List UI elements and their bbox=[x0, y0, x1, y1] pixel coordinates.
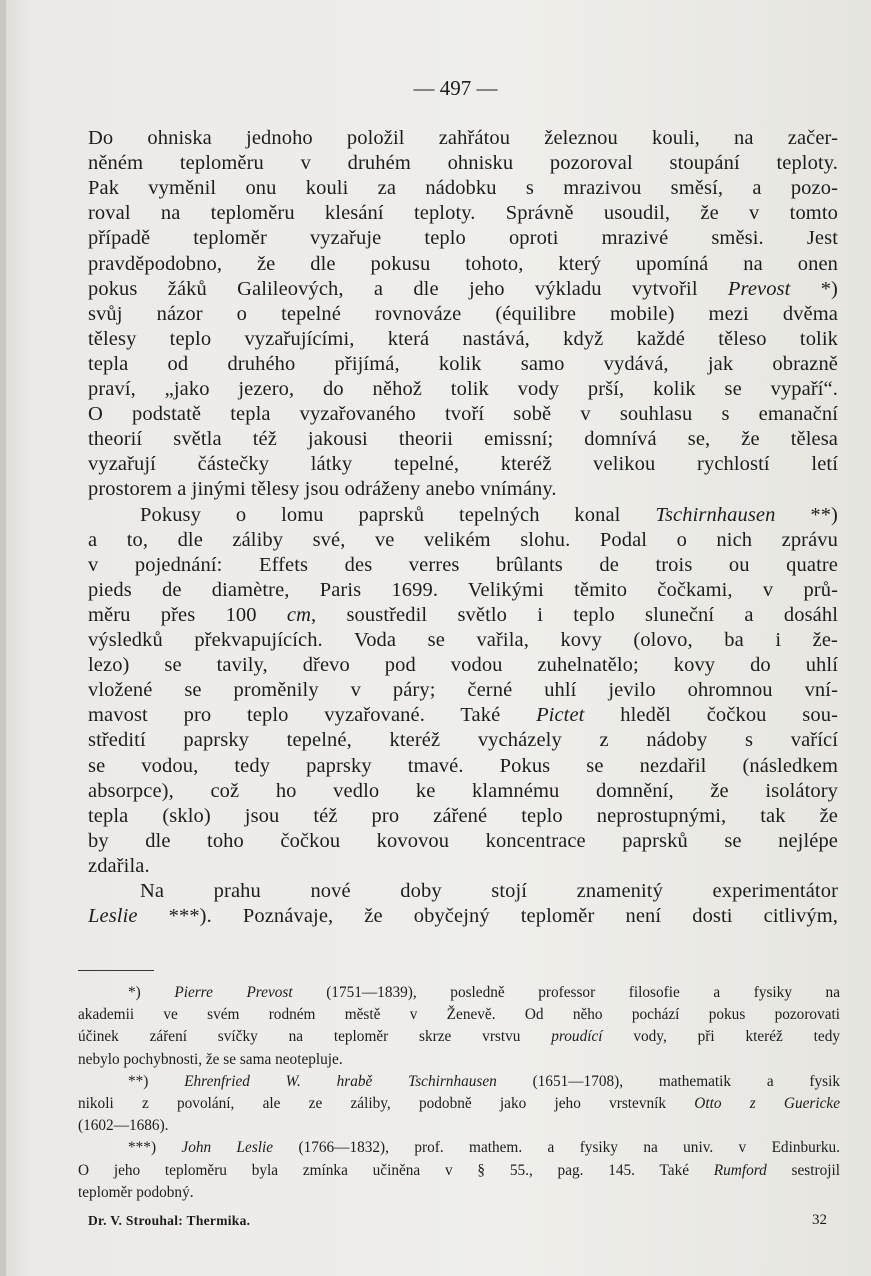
text-line bbox=[88, 176, 838, 201]
footnote-line bbox=[128, 1138, 840, 1158]
italic-text: Prevost bbox=[727, 277, 791, 300]
text-line bbox=[88, 703, 838, 728]
text-run: *) bbox=[128, 984, 175, 1001]
text-run: účinek záření svíčky na teploměr skrze vrstvu bbox=[78, 1028, 552, 1046]
footnote-line bbox=[78, 1116, 840, 1136]
text-run: roval na teploměru klesání teploty. Správně usoudil, že v tomto bbox=[88, 202, 838, 225]
footnote-line bbox=[78, 1005, 840, 1025]
footnote-line bbox=[78, 1050, 840, 1070]
text-line bbox=[88, 201, 838, 226]
text-line bbox=[88, 904, 838, 929]
text-line bbox=[88, 728, 838, 753]
text-run: Na prahu nové doby stojí znamenitý experimentátor bbox=[140, 880, 838, 902]
text-run: by dle toho čočkou kovovou koncentrace paprsků se nejlépe bbox=[88, 829, 838, 852]
text-line bbox=[88, 528, 838, 553]
text-run: středití paprsky tepelné, kteréž vycházely z nádoby s vařící bbox=[88, 729, 838, 752]
text-run: se vodou, tedy paprsky tmavé. Pokus se nezdařil (následkem bbox=[88, 754, 838, 777]
text-line bbox=[88, 151, 838, 176]
text-run: nebylo pochybnosti, že se sama neotepluje. bbox=[78, 1050, 343, 1068]
text-run: nikoli z povolání, ale ze záliby, podobně jako jeho vrstevník bbox=[78, 1095, 695, 1112]
text-run: hleděl čočkou sou- bbox=[584, 704, 838, 727]
footer-signature: 32 bbox=[812, 1212, 827, 1228]
text-run: O jeho teploměru byla zmínka učiněna v § 55., pag. 145. Také bbox=[78, 1161, 714, 1179]
footnote-line bbox=[78, 1161, 840, 1181]
text-run: (1751—1839), posledně professor filosofie a fysiky na bbox=[292, 984, 840, 1001]
text-line bbox=[88, 427, 838, 452]
text-line bbox=[88, 653, 838, 678]
text-line bbox=[88, 553, 838, 578]
text-line bbox=[88, 628, 838, 653]
text-run: *) bbox=[790, 277, 838, 300]
text-run: a to, dle záliby své, ve velikém slohu. Podal o nich zprávu bbox=[88, 528, 838, 551]
text-run: v pojednání: Effets des verres brûlants de trois ou quatre bbox=[88, 553, 838, 576]
text-run: **) bbox=[128, 1072, 185, 1090]
text-run: Pokusy o lomu paprsků tepelných konal bbox=[140, 503, 656, 526]
italic-text: Pierre Prevost bbox=[174, 984, 293, 1001]
text-line bbox=[88, 804, 838, 829]
text-run: pieds de diamètre, Paris 1699. Velikými těmito čočkami, v prů- bbox=[88, 578, 838, 601]
text-run: tepla (sklo) jsou též pro zářené teplo neprostupnými, tak že bbox=[88, 804, 838, 827]
text-line bbox=[88, 352, 838, 377]
text-line bbox=[88, 578, 838, 603]
text-run: akademii ve svém rodném městě v Ženevě. Od něho pochází pokus pozorovati bbox=[78, 1006, 840, 1024]
text-line bbox=[88, 327, 838, 352]
text-run: tepla od druhého přijímá, kolik samo vydává, jak obrazně bbox=[88, 352, 838, 375]
italic-text: Otto z Guericke bbox=[694, 1095, 840, 1112]
text-run: teploměr podobný. bbox=[78, 1183, 194, 1201]
text-run: praví, „jako jezero, do něhož tolik vody prší, kolik se vypaří“. bbox=[88, 378, 838, 400]
text-run: absorpce), což ho vedlo ke klamnému domnění, že isolátory bbox=[88, 779, 838, 802]
text-run: Pak vyměnil onu kouli za nádobku s mrazivou směsí, a pozo- bbox=[88, 177, 838, 200]
text-run: výsledků překvapujících. Voda se vařila, kovy (olovo, ba i že- bbox=[88, 629, 838, 651]
text-run: zdařila. bbox=[88, 854, 150, 877]
text-line bbox=[88, 854, 838, 879]
footnote-line bbox=[128, 1072, 840, 1092]
text-line bbox=[88, 277, 838, 302]
italic-text: Leslie bbox=[88, 905, 138, 928]
text-run: **) bbox=[775, 503, 838, 526]
text-run: (1651—1708), mathematik a fysik bbox=[496, 1072, 841, 1090]
italic-text: John Leslie bbox=[181, 1139, 274, 1157]
text-line bbox=[88, 402, 838, 427]
italic-text: Pictet bbox=[536, 704, 585, 727]
footnote-line bbox=[128, 983, 840, 1003]
text-run: , soustředil světlo i teplo sluneční a dosáhl bbox=[311, 603, 838, 626]
text-run: (1766—1832), prof. mathem. a fysiky na univ. v Edinburku. bbox=[273, 1139, 840, 1157]
text-line bbox=[88, 377, 838, 402]
footnote-line bbox=[78, 1183, 840, 1203]
text-run: theorií světla též jakousi theorii emissní; domnívá se, že tělesa bbox=[88, 428, 838, 451]
text-line bbox=[88, 252, 838, 277]
text-run: Do ohniska jednoho položil zahřátou železnou kouli, na začer- bbox=[88, 127, 838, 149]
text-run: sestrojil bbox=[766, 1161, 840, 1179]
text-run: (1602—1686). bbox=[78, 1117, 169, 1135]
text-run: ***). Poznávaje, že obyčejný teploměr není dosti citlivým, bbox=[137, 905, 838, 928]
text-run: svůj názor o tepelné rovnováze (équilibre mobile) mezi dvěma bbox=[88, 302, 838, 325]
text-line bbox=[88, 126, 838, 151]
italic-text: proudící bbox=[551, 1028, 603, 1046]
footnote-line bbox=[78, 1094, 840, 1114]
text-run: pokus žáků Galileových, a dle jeho výkladu vytvořil bbox=[88, 277, 728, 300]
text-run: tělesy teplo vyzařujícími, která nastává, když každé těleso tolik bbox=[88, 327, 838, 350]
text-run: ***) bbox=[128, 1139, 182, 1157]
italic-text: Rumford bbox=[713, 1161, 767, 1179]
footnote-rule bbox=[78, 970, 154, 971]
text-run: vyzařují částečky látky tepelné, kteréž velikou rychlostí letí bbox=[88, 453, 838, 476]
text-line bbox=[88, 678, 838, 703]
text-line bbox=[88, 226, 838, 251]
text-line bbox=[140, 503, 838, 528]
page-number: — 497 — bbox=[413, 76, 498, 100]
text-run: měru přes 100 bbox=[88, 603, 287, 626]
text-line bbox=[88, 829, 838, 854]
footnote-line bbox=[78, 1027, 840, 1047]
text-line bbox=[88, 779, 838, 804]
text-line bbox=[88, 477, 838, 502]
text-run: O podstatě tepla vyzařovaného tvoří sobě v souhlasu s emanační bbox=[88, 403, 838, 426]
italic-text: Ehrenfried W. hrabě Tschirnhausen bbox=[184, 1072, 497, 1090]
footer-author-title: Dr. V. Strouhal: Thermika. bbox=[88, 1213, 251, 1228]
page-edge bbox=[0, 0, 6, 1276]
text-line bbox=[140, 879, 838, 904]
text-line bbox=[88, 754, 838, 779]
text-run: vody, při kteréž tedy bbox=[602, 1028, 840, 1046]
text-run: pravděpodobno, že dle pokusu tohoto, který upomíná na onen bbox=[88, 252, 838, 275]
text-line bbox=[88, 452, 838, 477]
text-run: případě teploměr vyzařuje teplo oproti mrazivé směsi. Jest bbox=[88, 227, 838, 250]
text-run: prostorem a jinými tělesy jsou odráženy anebo vnímány. bbox=[88, 478, 557, 501]
text-run: mavost pro teplo vyzařované. Také bbox=[88, 704, 537, 727]
text-line bbox=[88, 302, 838, 327]
text-run: vložené se proměnily v páry; černé uhlí jevilo ohromnou vní- bbox=[88, 679, 838, 702]
text-run: něném teploměru v druhém ohnisku pozoroval stoupání teploty. bbox=[88, 152, 838, 175]
italic-text: cm bbox=[286, 603, 311, 626]
italic-text: Tschirnhausen bbox=[655, 503, 776, 526]
text-line bbox=[88, 603, 838, 628]
text-run: lezo) se tavily, dřevo pod vodou zuhelnatělo; kovy do uhlí bbox=[88, 654, 838, 677]
